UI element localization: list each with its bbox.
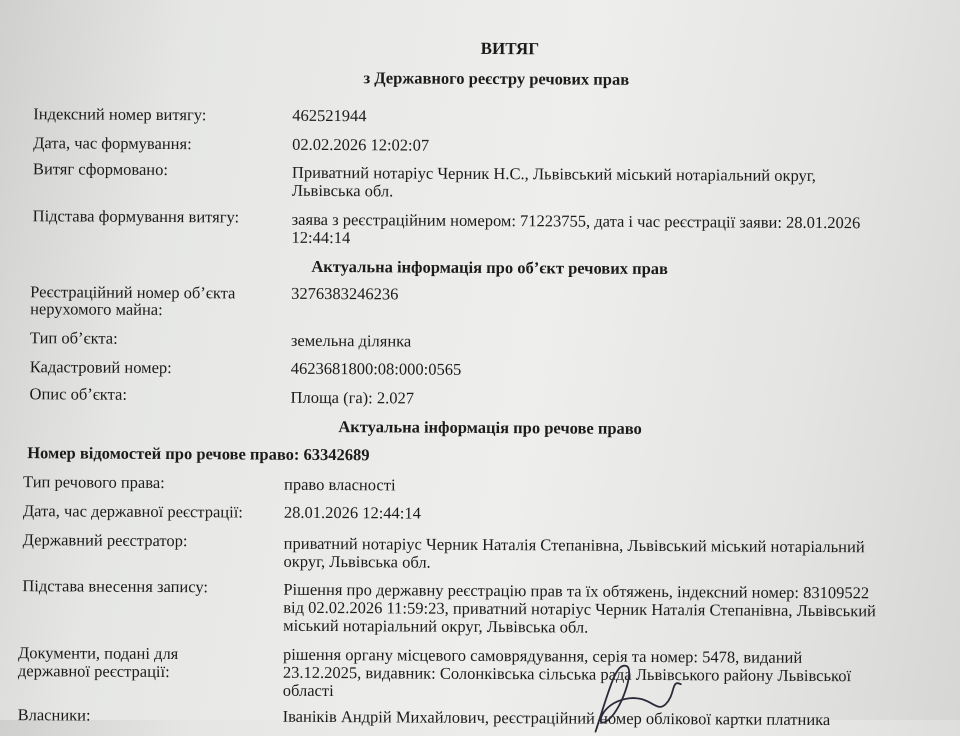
documents-label-line1: Документи, подані для: [17, 643, 179, 664]
extract-basis-value-line1: заява з реєстраційним номером: 71223755, дата і час реєстрації заяви: 28.01.2026: [291, 209, 861, 233]
document-title: ВИТЯГ: [480, 38, 540, 59]
registration-date-value: 28.01.2026 12:44:14: [283, 502, 421, 523]
object-section-heading: Актуальна інформація про об’єкт речових прав: [311, 256, 669, 279]
documents-value-line1: рішення органу місцевого самоврядування, серія та номер: 5478, виданий: [282, 644, 803, 667]
object-reg-number-label-line1: Реєстраційний номер об’єкта: [30, 282, 236, 303]
record-basis-value-line1: Рішення про державну реєстрацію прав та їх обтяжень, індексний номер: 83109522: [283, 579, 870, 603]
registrar-value-line1: приватний нотаріус Черник Наталія Степанівна, Львівський міський нотаріальний: [283, 533, 865, 557]
object-type-value: земельна ділянка: [290, 330, 412, 351]
record-basis-value-line3: міський нотаріальний округ, Львівська обл.: [283, 615, 589, 637]
signature-mark: [556, 643, 777, 734]
index-number-label: Індексний номер витягу:: [33, 104, 207, 125]
object-description-value: Площа (га): 2.027: [290, 387, 415, 408]
right-section-heading: Актуальна інформація про речове право: [338, 417, 642, 438]
formed-by-value-line1: Приватний нотаріус Черник Н.С., Львівський міський нотаріальний округ,: [291, 162, 816, 185]
formed-by-label: Витяг сформовано:: [32, 159, 169, 180]
object-reg-number-label-line2: нерухомого майна:: [30, 299, 163, 319]
right-type-label: Тип речового права:: [23, 472, 165, 493]
owners-label: Власники:: [17, 705, 91, 725]
right-type-value: право власності: [283, 474, 396, 495]
index-number-value: 462521944: [292, 105, 367, 126]
registrar-label: Державний реєстратор:: [22, 530, 188, 551]
object-type-label: Тип об’єкта:: [29, 328, 118, 348]
registrar-value-line2: округ, Львівська обл.: [283, 551, 431, 572]
object-description-label: Опис об’єкта:: [29, 384, 128, 404]
formation-date-label: Дата, час формування:: [33, 133, 192, 154]
documents-label-line2: державної реєстрації:: [17, 661, 170, 682]
record-basis-label: Підстава внесення запису:: [22, 576, 209, 597]
documents-value-line3: області: [282, 680, 334, 701]
registration-date-label: Дата, час державної реєстрації:: [22, 501, 243, 522]
document-subtitle: з Державного реєстру речових прав: [363, 68, 630, 89]
record-basis-value-line2: від 02.02.2026 11:59:23, приватний нотаріус Черник Наталія Степанівна, Львівський: [283, 597, 876, 621]
extract-basis-value-line2: 12:44:14: [291, 227, 351, 248]
cadastral-number-value: 4623681800:08:000:0565: [290, 358, 462, 379]
extract-basis-label: Підстава формування витягу:: [32, 206, 240, 227]
right-record-number: Номер відомостей про речове право: 63342689: [27, 443, 370, 465]
object-reg-number-value: 3276383246236: [291, 283, 399, 304]
formed-by-value-line2: Львівська обл.: [291, 180, 394, 201]
formation-date-value: 02.02.2026 12:02:07: [292, 134, 430, 155]
cadastral-number-label: Кадастровий номер:: [29, 357, 172, 378]
owners-value: Іваніків Андрій Михайлович, реєстраційний номер облікової картки платника: [282, 706, 831, 730]
documents-value-line2: 23.12.2025, видавник: Солонківська сільська рада Львівського району Львівської: [282, 662, 852, 686]
